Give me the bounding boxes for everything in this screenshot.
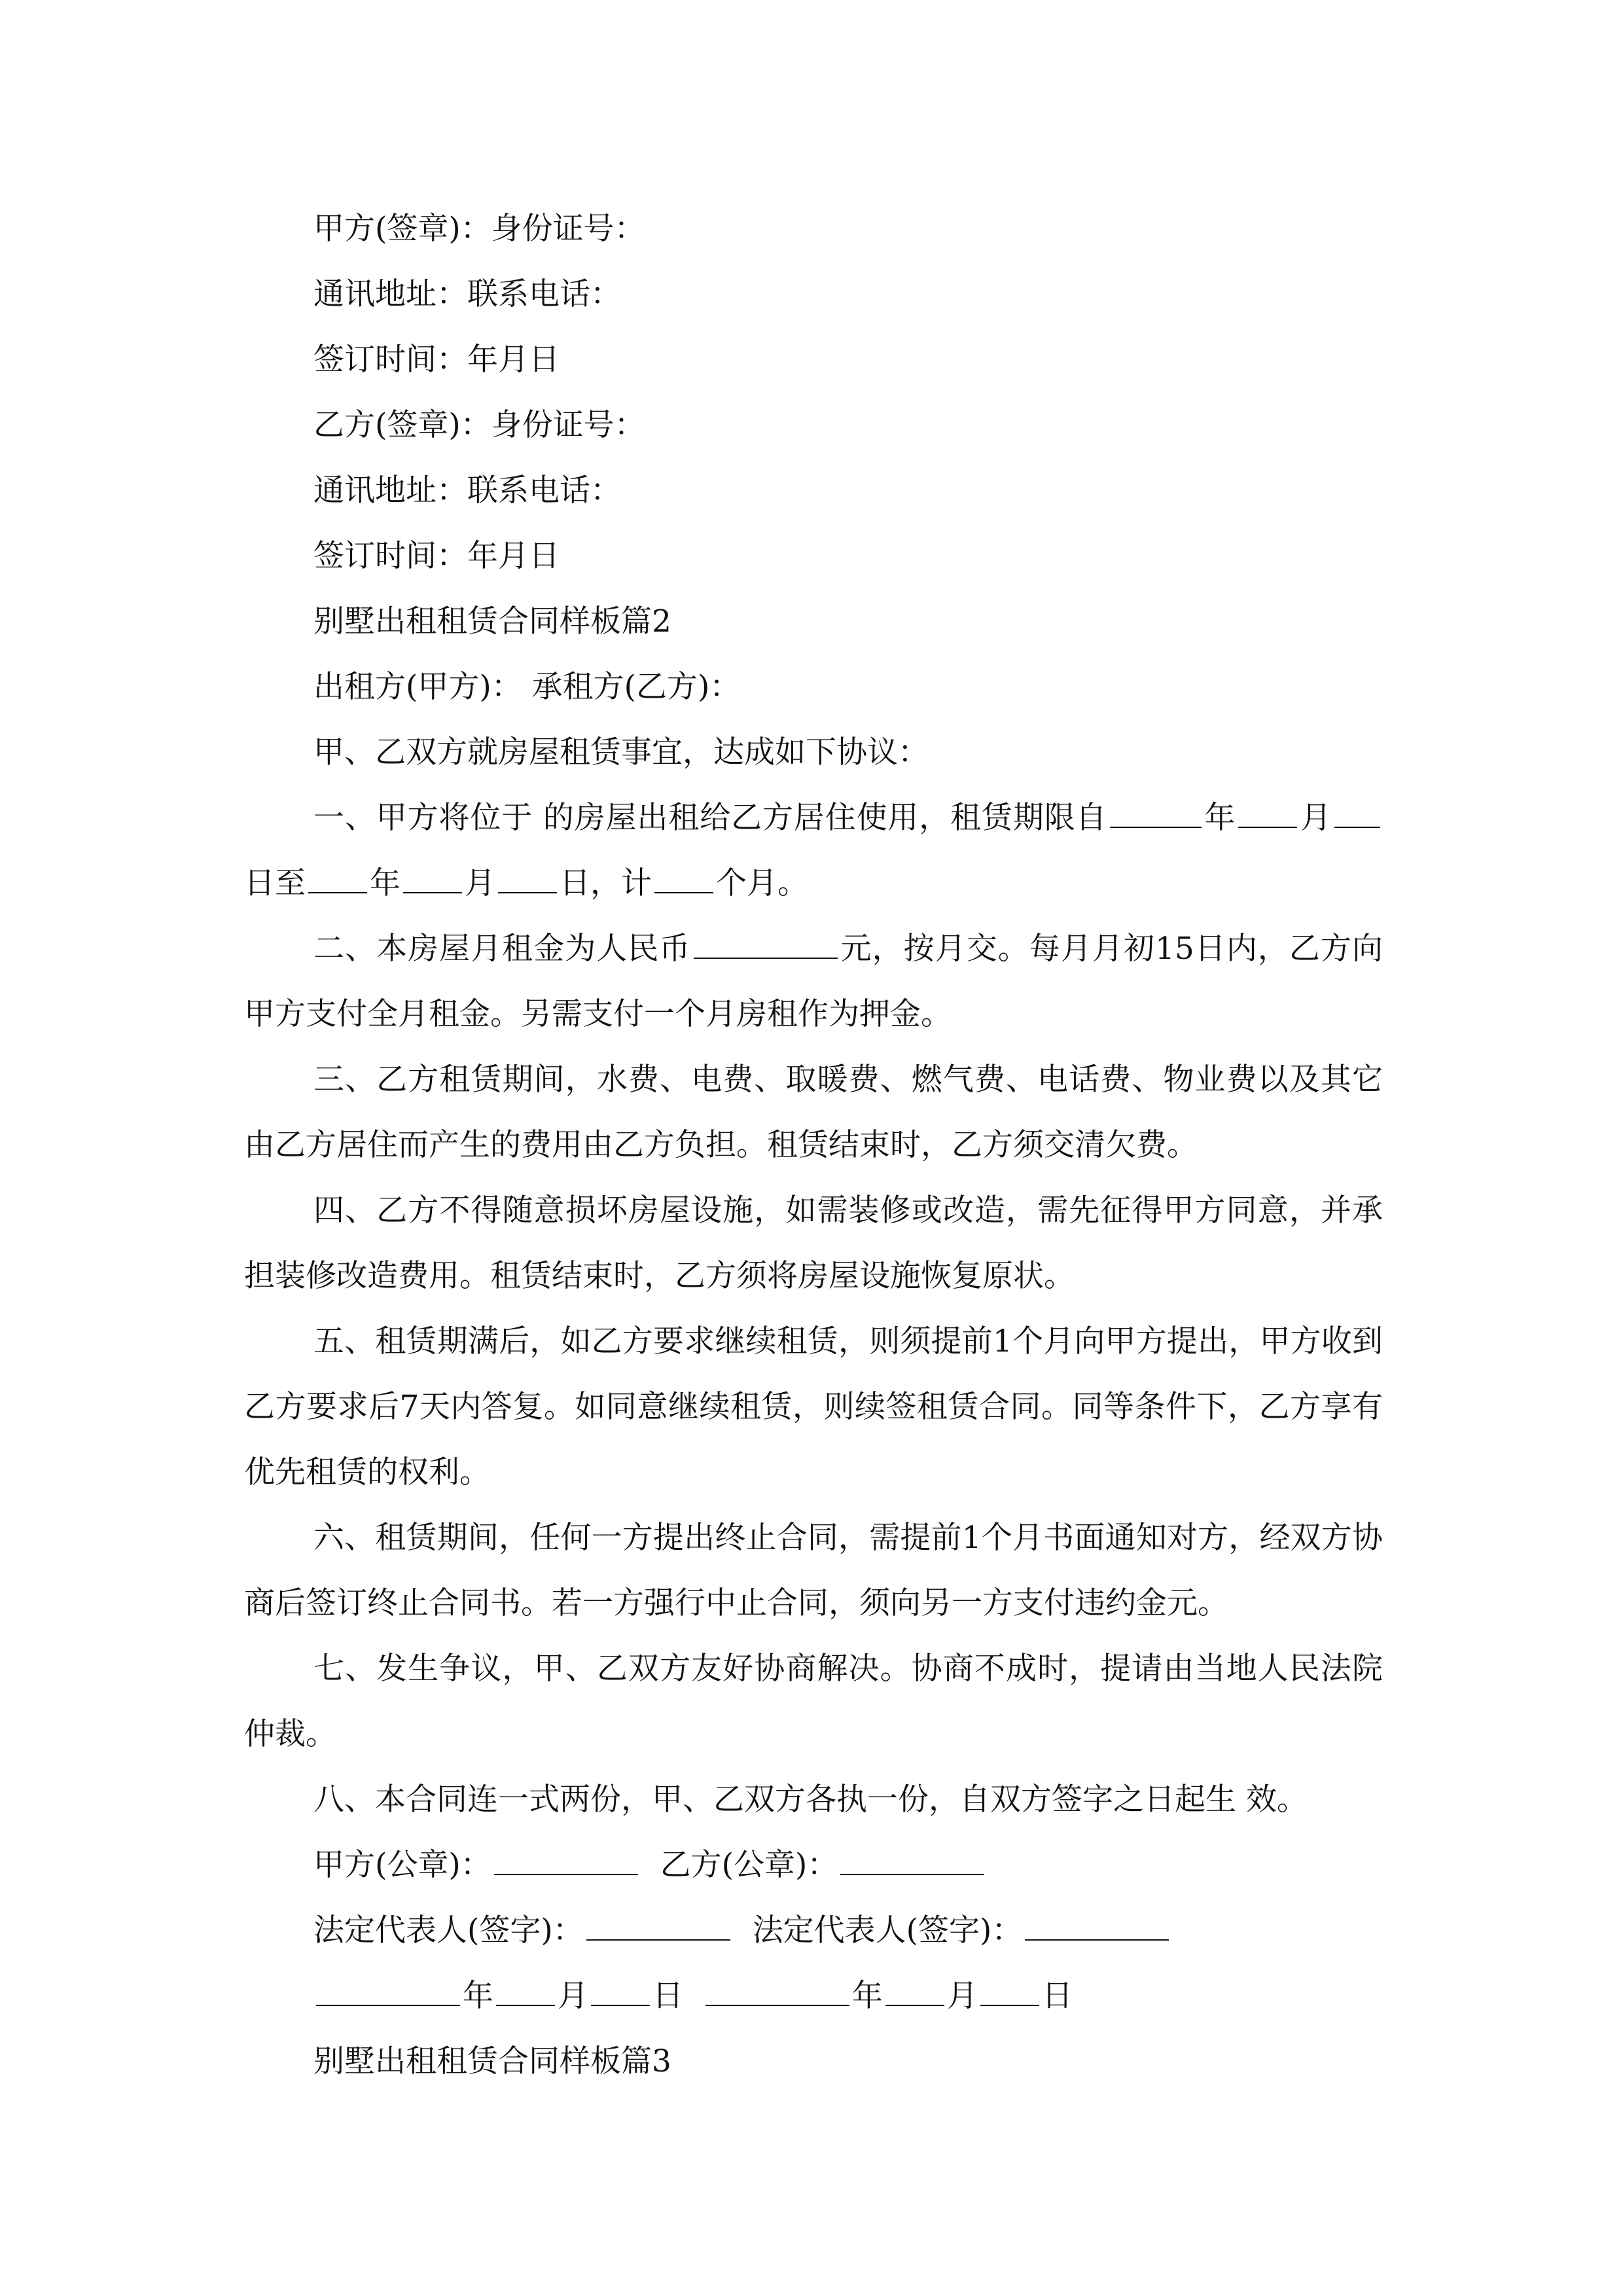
blank-month-start: [1238, 800, 1297, 828]
blank-rep-a: [586, 1913, 730, 1941]
clause-1: [244, 785, 1383, 916]
clause-5: 五、租赁期满后，如乙方要求继续租赁，则须提前1个月向甲方提出，甲方收到乙方要求后7天内答复。如同意继续租赁，则续签租赁合同。同等条件下，乙方享有优先租赁的权利。: [244, 1323, 1383, 1490]
date-line: [244, 1964, 1383, 2029]
rep-a-label: 法定代表人(签字)：: [313, 1912, 584, 1948]
party-a-date-line: 签订时间：年月日: [313, 342, 560, 378]
clause-3: 三、乙方租赁期间，水费、电费、取暖费、燃气费、电话费、物业费以及其它由乙方居住而产生的费用由乙方负担。租赁结束时，乙方须交清欠费。: [244, 1062, 1383, 1163]
clause2-text-a: 二、本房屋月租金为人民币: [313, 931, 691, 967]
clause-8: 八、本合同连一式两份，甲、乙双方各执一份，自双方签字之日起生 效。: [313, 1782, 1308, 1818]
date-day-b-label: 日: [1042, 1978, 1073, 2014]
clause-6: 六、租赁期间，任何一方提出终止合同，需提前1个月书面通知对方，经双方协商后签订终止合同书。若一方强行中止合同，须向另一方支付违约金元。: [244, 1520, 1383, 1621]
date-month-b-label: 月: [947, 1978, 978, 2014]
blank-date-year-b: [705, 1979, 849, 2006]
blank-month-end: [403, 866, 462, 893]
party-a-sign-line: 甲方(签章)：身份证号：: [313, 211, 645, 247]
blank-rep-b: [1025, 1913, 1169, 1941]
clause1-month2-label: 月: [465, 865, 495, 901]
clause1-year2-label: 年: [370, 865, 401, 901]
party-b-date-line: 签订时间：年月日: [313, 538, 560, 574]
party-a-address-line: 通讯地址：联系电话：: [313, 276, 621, 312]
seal-b-label: 乙方(公章)：: [660, 1847, 838, 1883]
blank-day-start: [1334, 800, 1380, 828]
blank-date-year-a: [316, 1979, 460, 2006]
clause-7: 七、发生争议，甲、乙双方友好协商解决。协商不成时，提请由当地人民法院仲裁。: [244, 1651, 1383, 1752]
clause-4: 四、乙方不得随意损坏房屋设施，如需装修或改造，需先征得甲方同意，并承担装修改造费用。租赁结束时，乙方须将房屋设施恢复原状。: [244, 1193, 1383, 1294]
blank-date-month-a: [496, 1979, 555, 2006]
clause2-text-b: 元，按月交。每月月初15日内，乙方向甲方支付全月租金。另需支付一个月房租作为押金。: [244, 931, 1383, 1032]
blank-day-end: [498, 866, 557, 893]
section3-title: 别墅出租租赁合同样板篇3: [313, 2043, 671, 2079]
party-b-address-line: 通讯地址：联系电话：: [313, 473, 621, 509]
representative-line: [244, 1898, 1383, 1964]
blank-seal-a: [494, 1848, 638, 1875]
section2-parties: 出租方(甲方)： 承租方(乙方)：: [313, 669, 741, 705]
clause1-year-label: 年: [1204, 800, 1236, 836]
document-body: [244, 196, 1383, 2094]
blank-rent-amount: [694, 931, 838, 959]
clause1-month-label: 月: [1300, 800, 1332, 836]
clause1-end-label: 个月。: [716, 865, 808, 901]
date-year-a-label: 年: [463, 1978, 493, 2014]
blank-date-day-a: [591, 1979, 650, 2006]
clause1-day-to-label: 日至: [244, 865, 306, 901]
blank-date-day-b: [980, 1979, 1039, 2006]
seal-a-label: 甲方(公章)：: [313, 1847, 491, 1883]
blank-date-month-b: [885, 1979, 944, 2006]
section2-intro: 甲、乙双方就房屋租赁事宜，达成如下协议：: [313, 734, 929, 770]
party-b-sign-line: 乙方(签章)：身份证号：: [313, 407, 645, 443]
clause1-day2-label: 日，计: [560, 865, 652, 901]
blank-seal-b: [840, 1848, 984, 1875]
date-year-b-label: 年: [852, 1978, 883, 2014]
rep-b-label: 法定代表人(签字)：: [752, 1912, 1023, 1948]
date-day-a-label: 日: [652, 1978, 683, 2014]
blank-year-start: [1110, 800, 1202, 828]
seal-line: [244, 1833, 1383, 1898]
blank-year-end: [308, 866, 367, 893]
date-month-a-label: 月: [558, 1978, 588, 2014]
clause1-text-a: 一、甲方将位于 的房屋出租给乙方居住使用，租赁期限自: [313, 800, 1107, 836]
blank-months-count: [654, 866, 713, 893]
clause-2: [244, 916, 1383, 1047]
section2-title: 别墅出租租赁合同样板篇2: [313, 603, 671, 639]
